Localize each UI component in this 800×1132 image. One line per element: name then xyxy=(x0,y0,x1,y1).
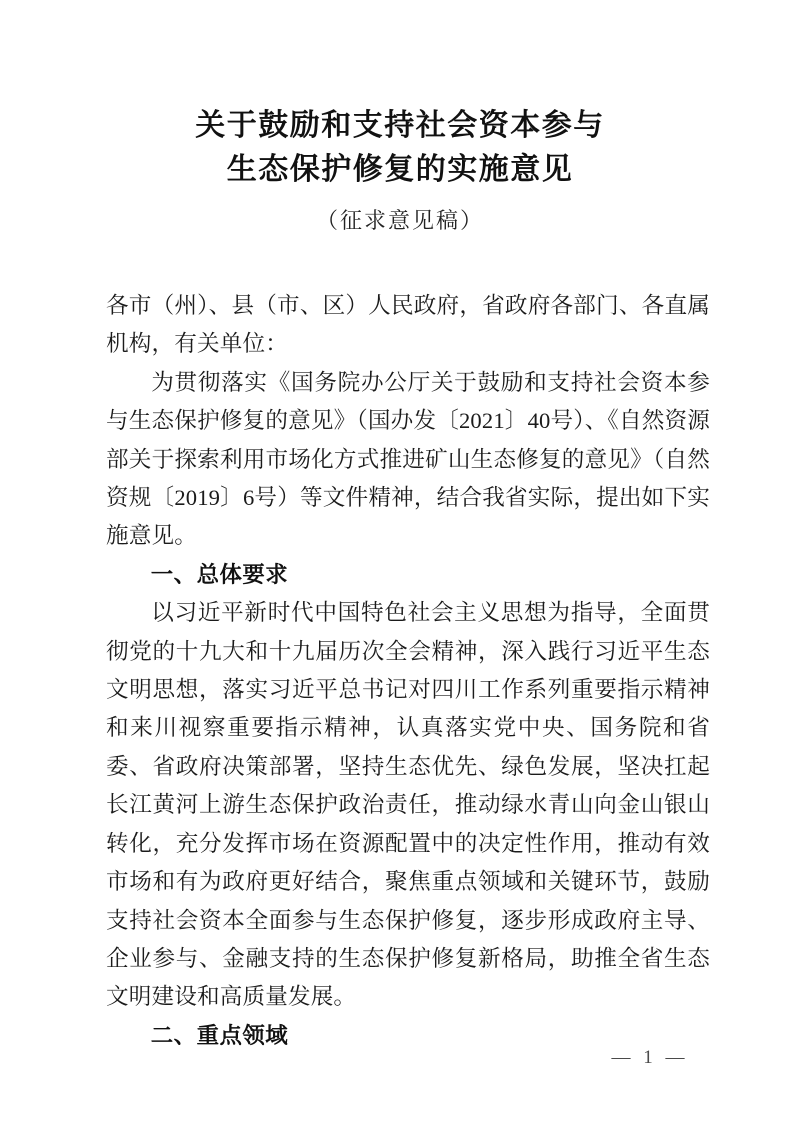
section-1-body-paragraph: 以习近平新时代中国特色社会主义思想为指导，全面贯彻党的十九大和十九届历次全会精神，深入践行习近平生态文明思想，落实习近平总书记对四川工作系列重要指示精神和来川视察重要指示精神，认真落实党中央、国务院和省委、省政府决策部署，坚持生态优先、绿色发展，坚决扛起长江黄河上游生态保护政治责任，推动绿水青山向金山银山转化，充分发挥市场在资源配置中的决定性作用，推动有效市场和有为政府更好结合，聚焦重点领域和关键环节，鼓励支持社会资本全面参与生态保护修复，逐步形成政府主导、企业参与、金融支持的生态保护修复新格局，助推全省生态文明建设和高质量发展。 xyxy=(106,600,710,1010)
section-heading-2: 二、重点领域 xyxy=(150,1022,289,1048)
document-title-line-2: 生态保护修复的实施意见 xyxy=(226,153,574,186)
document-title-line-1: 关于鼓励和支持社会资本参与 xyxy=(195,109,605,142)
document-title-block xyxy=(100,104,700,238)
page-number: — 1 — xyxy=(611,1047,689,1068)
section-heading-1: 一、总体要求 xyxy=(150,561,289,587)
document-body xyxy=(106,287,710,1055)
recipient-paragraph: 各市（州）、县（市、区）人民政府，省政府各部门、各直属机构，有关单位： xyxy=(106,293,710,357)
document-subtitle: （征求意见稿） xyxy=(315,208,484,233)
preamble-paragraph: 为贯彻落实《国务院办公厅关于鼓励和支持社会资本参与生态保护修复的意见》（国办发〔2021〕40号）、《自然资源部关于探索利用市场化方式推进矿山生态修复的意见》（自然资规〔2019〕6号）等文件精神，结合我省实际，提出如下实施意见。 xyxy=(106,369,710,549)
